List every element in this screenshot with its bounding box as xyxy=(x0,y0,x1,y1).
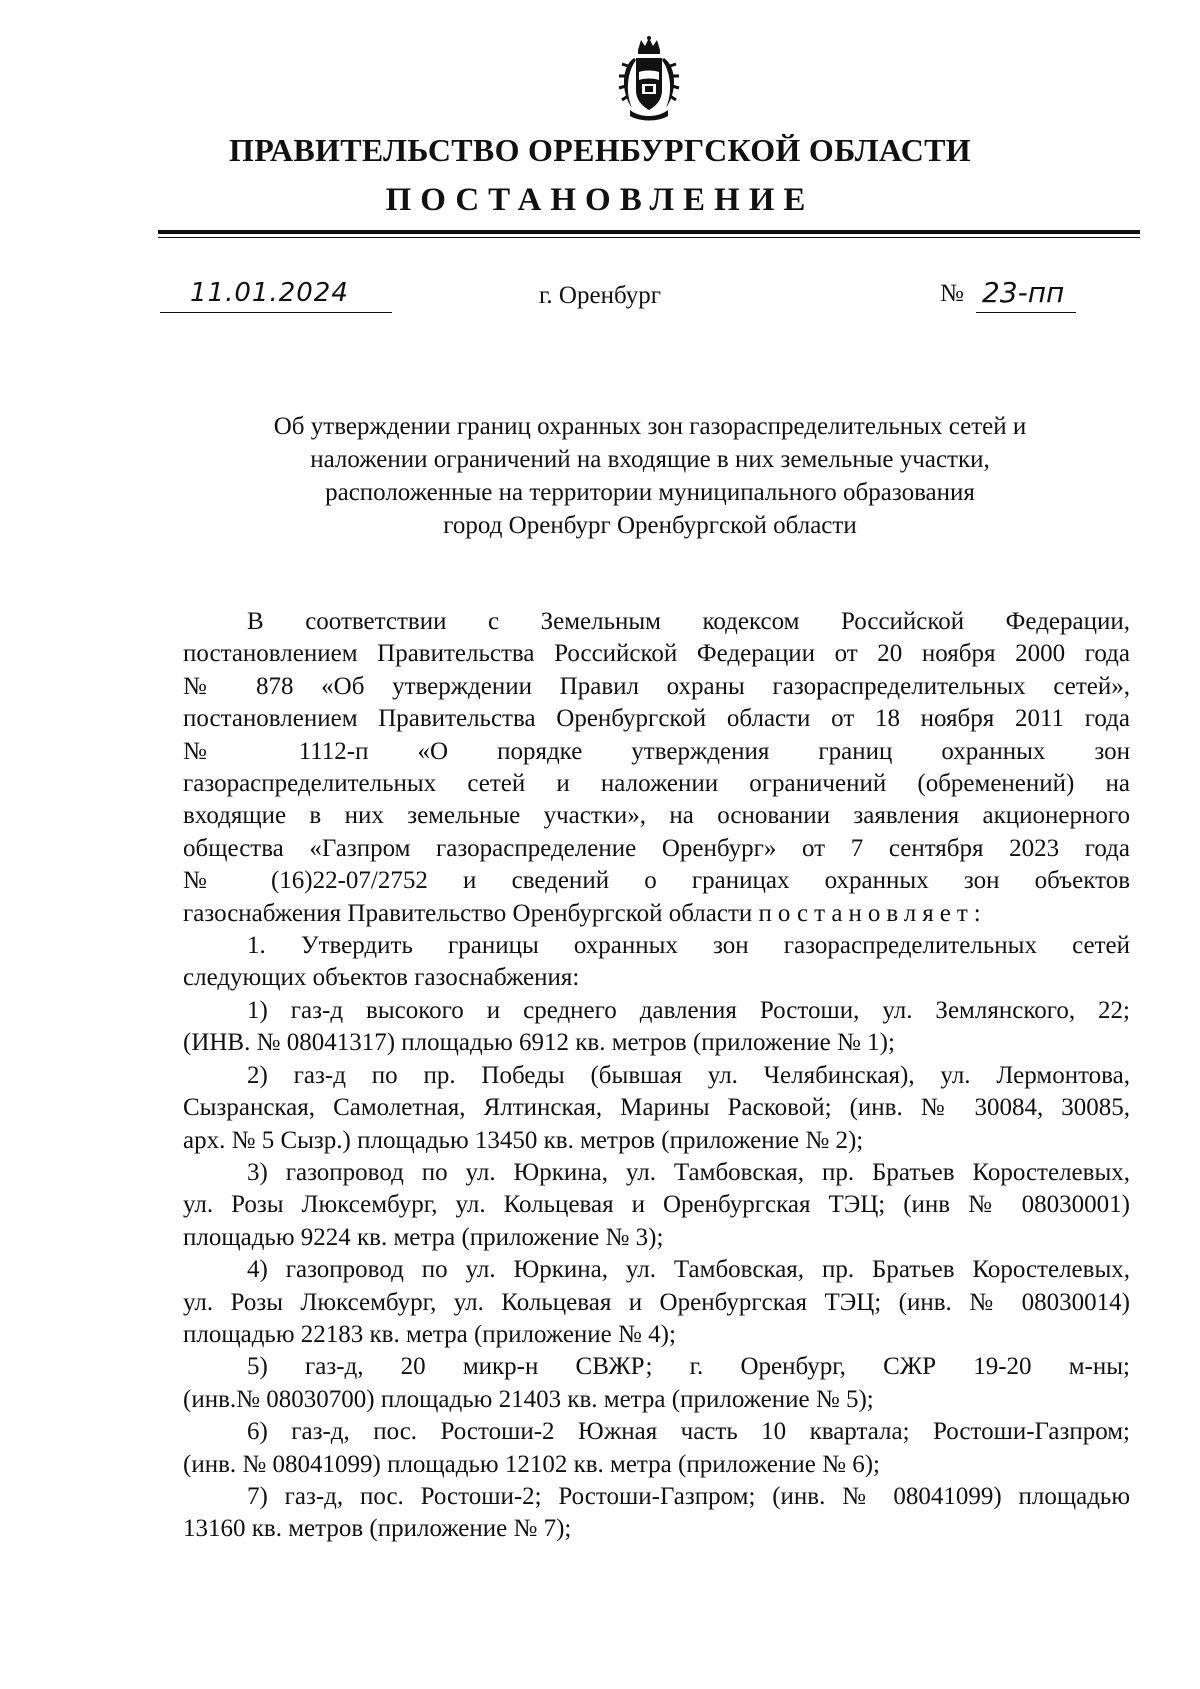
preamble-line: постановлением Правительства Оренбургской области от 18 ноября 2011 года xyxy=(183,705,1130,733)
document-subject xyxy=(160,410,1140,542)
item-line: 2) газ-д по пр. Победы (бывшая ул. Челябинская), ул. Лермонтова, xyxy=(247,1061,1130,1089)
clause-line: следующих объектов газоснабжения: xyxy=(183,964,580,992)
item-line: (инв. № 08041099) площадью 12102 кв. метра (приложение № 6); xyxy=(183,1450,880,1478)
item-line: Сызранская, Самолетная, Ялтинская, Марины Расковой; (инв. № 30084, 30085, xyxy=(183,1094,1130,1122)
preamble-final-text: газоснабжения Правительство Оренбургской области xyxy=(183,899,753,927)
subject-line: Об утверждении границ охранных зон газораспределительных сетей и xyxy=(273,413,1027,440)
document-type-title: ПОСТАНОВЛЕНИЕ xyxy=(385,182,815,218)
item-line: площадью 22183 кв. метра (приложение № 4); xyxy=(183,1320,676,1348)
preamble-line: постановлением Правительства Российской Федерации от 20 ноября 2000 года xyxy=(183,640,1130,668)
header-divider-thick xyxy=(158,230,1140,234)
preamble-line: входящие в них земельные участки», на основании заявления акционерного xyxy=(183,802,1130,830)
subject-line: город Оренбург Оренбургской области xyxy=(443,512,857,539)
document-body xyxy=(183,606,1130,1546)
item-line: (ИНВ. № 08041317) площадью 6912 кв. метров (приложение № 1); xyxy=(183,1029,895,1057)
coat-of-arms-emblem xyxy=(614,36,684,122)
item-line: ул. Розы Люксембург, ул. Кольцевая и Оренбургская ТЭЦ; (инв. № 08030014) xyxy=(183,1288,1130,1316)
item-line: (инв.№ 08030700) площадью 21403 кв. метра (приложение № 5); xyxy=(183,1385,874,1413)
preamble-line: № (16)22-07/2752 и сведений о границах охранных зон объектов xyxy=(183,867,1130,895)
item-line: площадью 9224 кв. метра (приложение № 3); xyxy=(183,1223,664,1251)
header-divider-thin xyxy=(158,237,1140,238)
handwritten-number: 23-пп xyxy=(982,276,1065,309)
document-city: г. Оренбург xyxy=(539,282,661,309)
clause-line: 1. Утвердить границы охранных зон газораспределительных сетей xyxy=(247,932,1130,960)
item-line: 4) газопровод по ул. Юркина, ул. Тамбовская, пр. Братьев Коростелевых, xyxy=(247,1256,1130,1284)
preamble-line: газораспределительных сетей и наложении ограничений (обременений) на xyxy=(183,770,1130,798)
item-line: 6) газ-д, пос. Ростоши-2 Южная часть 10 квартала; Ростоши-Газпром; xyxy=(247,1418,1130,1446)
subject-line: наложении ограничений на входящие в них земельные участки, xyxy=(310,446,990,473)
preamble-line: общества «Газпром газораспределение Оренбург» от 7 сентября 2023 года xyxy=(183,834,1130,862)
item-line: 13160 кв. метров (приложение № 7); xyxy=(183,1515,572,1543)
item-line: арх. № 5 Сызр.) площадью 13450 кв. метров (приложение № 2); xyxy=(183,1126,864,1154)
preamble-line: № 1112-п «О порядке утверждения границ охранных зон xyxy=(183,737,1130,765)
preamble-line: В соответствии с Земельным кодексом Российской Федерации, xyxy=(247,608,1130,635)
item-line: 1) газ-д высокого и среднего давления Ростоши, ул. Землянского, 22; xyxy=(247,996,1130,1024)
document-number-field xyxy=(940,278,1140,318)
preamble-final-line xyxy=(183,898,1130,930)
date-underline xyxy=(160,312,392,313)
decree-word: постановляет: xyxy=(758,899,987,927)
subject-line: расположенные на территории муниципального образования xyxy=(325,479,975,506)
handwritten-date: 11.01.2024 xyxy=(190,278,349,308)
item-line: 7) газ-д, пос. Ростоши-2; Ростоши-Газпром; (инв. № 08041099) площадью xyxy=(247,1482,1130,1510)
item-line: 3) газопровод по ул. Юркина, ул. Тамбовская, пр. Братьев Коростелевых, xyxy=(247,1158,1130,1186)
item-line: 5) газ-д, 20 микр-н СВЖР; г. Оренбург, СЖР 19-20 м-ны; xyxy=(247,1353,1130,1381)
preamble-line: № 878 «Об утверждении Правил охраны газораспределительных сетей», xyxy=(183,672,1130,700)
government-title: ПРАВИТЕЛЬСТВО ОРЕНБУРГСКОЙ ОБЛАСТИ xyxy=(229,132,971,168)
item-line: ул. Розы Люксембург, ул. Кольцевая и Оренбургская ТЭЦ; (инв № 08030001) xyxy=(183,1191,1130,1219)
number-sign: № xyxy=(940,280,964,307)
number-underline xyxy=(976,312,1076,313)
